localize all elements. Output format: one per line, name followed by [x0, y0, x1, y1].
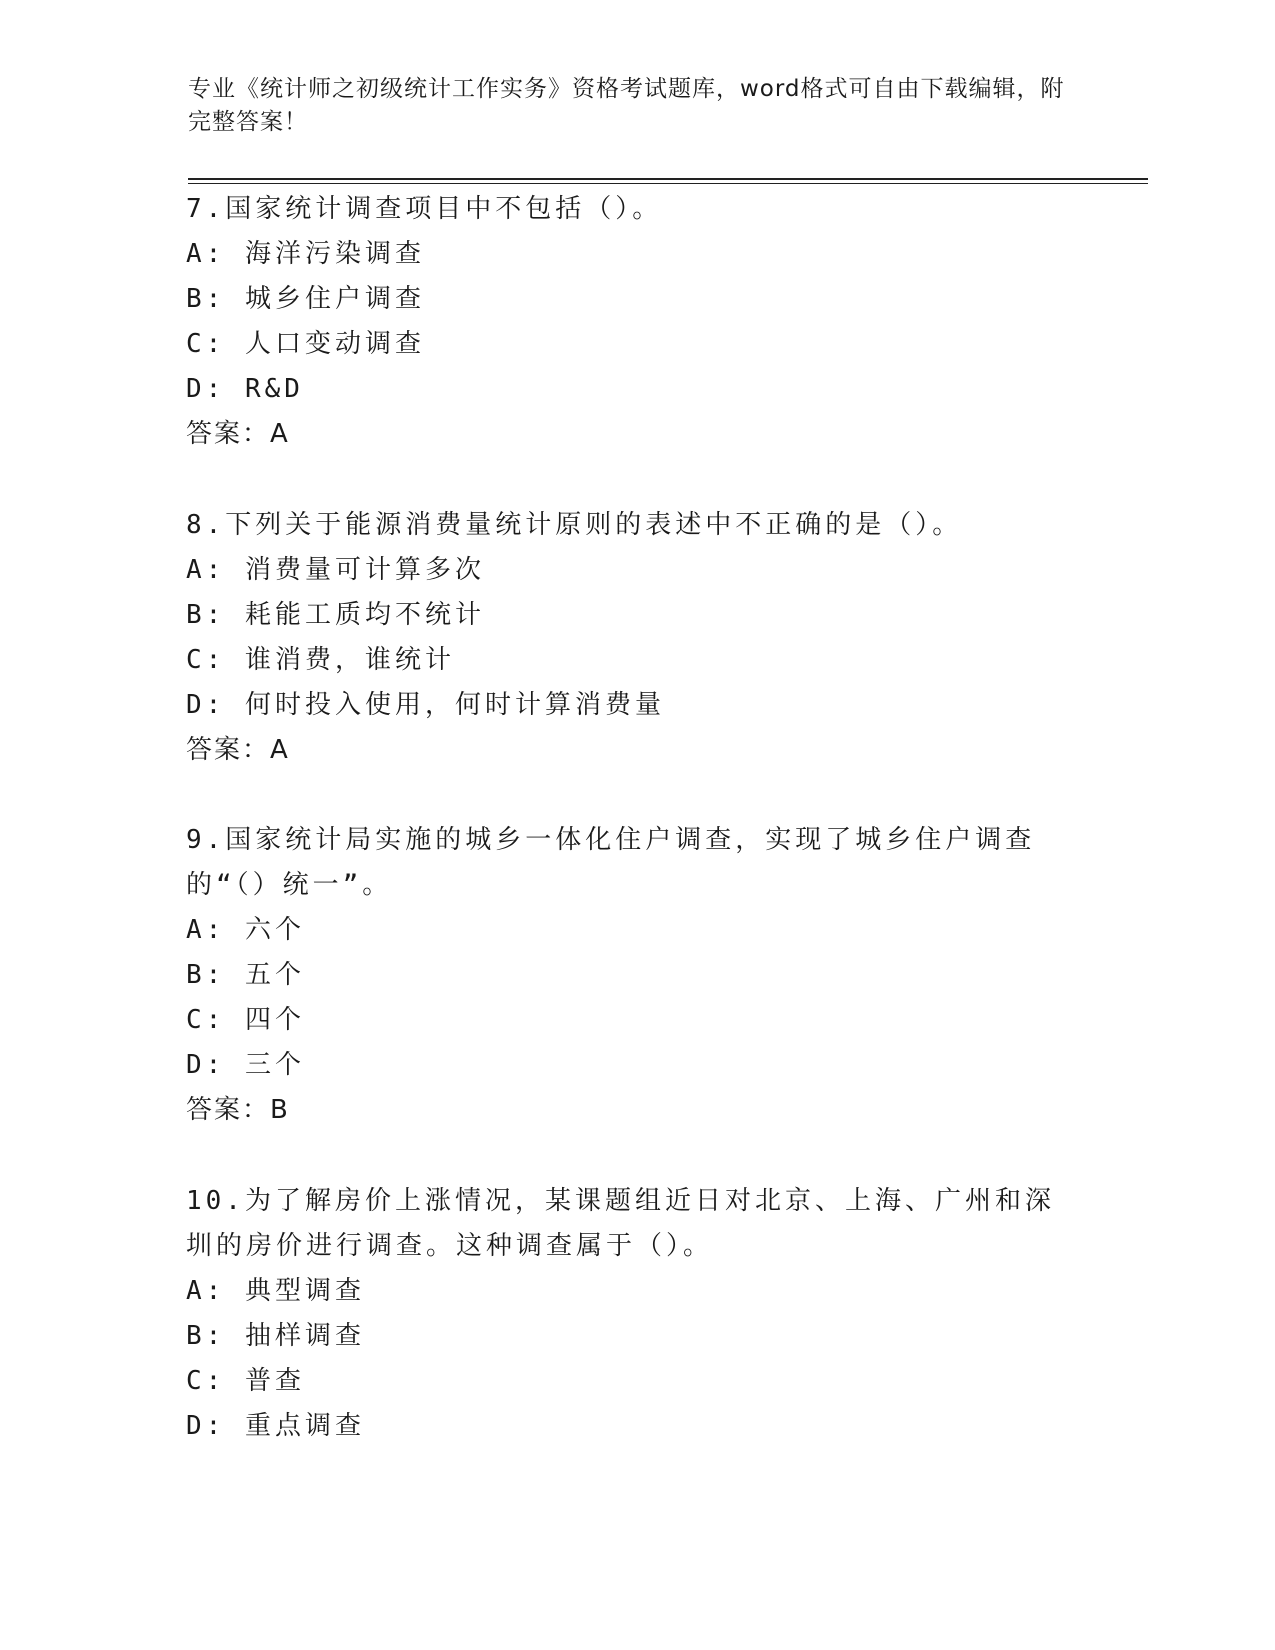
question-block-8 — [186, 503, 1086, 773]
option-b: B: 抽样调查 — [186, 1321, 365, 1351]
header-rule-thin — [188, 183, 1148, 184]
question-block-10 — [186, 1179, 1086, 1449]
option-c: C: 普查 — [186, 1366, 305, 1396]
option-a: A: 六个 — [186, 915, 305, 945]
option-d: D: 重点调查 — [186, 1411, 365, 1441]
question-stem: 8.下列关于能源消费量统计原则的表述中不正确的是（）。 — [186, 510, 963, 540]
option-b: B: 耗能工质均不统计 — [186, 600, 485, 630]
question-block-9 — [186, 818, 1086, 1133]
question-stem: 10.为了解房价上涨情况，某课题组近日对北京、上海、广州和深圳的房价进行调查。这种调查属于（）。 — [186, 1186, 1055, 1261]
option-c: C: 人口变动调查 — [186, 329, 425, 359]
option-b: B: 五个 — [186, 960, 305, 990]
option-a: A: 消费量可计算多次 — [186, 555, 485, 585]
option-c: C: 谁消费，谁统计 — [186, 645, 455, 675]
option-a: A: 典型调查 — [186, 1276, 365, 1306]
document-header: 专业《统计师之初级统计工作实务》资格考试题库，word格式可自由下载编辑，附完整答案！ — [188, 76, 1065, 135]
header-rule — [188, 178, 1148, 180]
option-d: D: 三个 — [186, 1050, 305, 1080]
question-stem: 9.国家统计局实施的城乡一体化住户调查，实现了城乡住户调查的“（）统一”。 — [186, 825, 1036, 900]
question-stem: 7.国家统计调查项目中不包括（）。 — [186, 194, 663, 224]
answer-label: 答案：B — [186, 1095, 290, 1125]
option-a: A: 海洋污染调查 — [186, 239, 425, 269]
option-c: C: 四个 — [186, 1005, 305, 1035]
option-b: B: 城乡住户调查 — [186, 284, 425, 314]
answer-label: 答案：A — [186, 419, 290, 449]
option-d: D: 何时投入使用，何时计算消费量 — [186, 690, 665, 720]
question-block-7 — [186, 187, 1086, 457]
answer-label: 答案：A — [186, 735, 290, 765]
option-d: D: R&D — [186, 374, 304, 404]
